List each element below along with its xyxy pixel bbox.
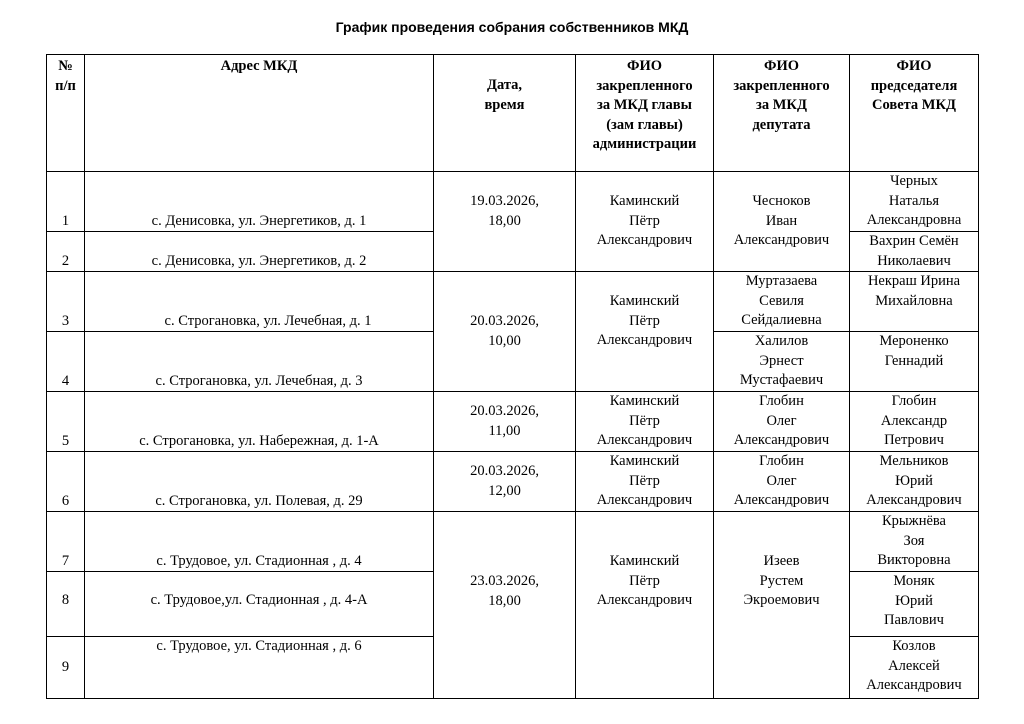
datetime-cell: 20.03.2026, 11,00 <box>434 392 576 452</box>
deputy-cell: Глобин Олег Александрович <box>714 392 850 452</box>
row-address: с. Денисовка, ул. Энергетиков, д. 2 <box>85 232 434 272</box>
header-row <box>47 55 979 172</box>
table-row <box>47 392 979 452</box>
admin-cell: Каминский Пётр Александрович <box>576 512 714 699</box>
chairman-cell: Вахрин Семён Николаевич <box>850 232 979 272</box>
row-num: 3 <box>47 272 85 332</box>
header-deputy: ФИО закрепленного за МКД депутата <box>714 55 850 172</box>
chairman-cell: Мельников Юрий Александрович <box>850 452 979 512</box>
admin-cell: Каминский Пётр Александрович <box>576 452 714 512</box>
header-chairman: ФИО председателя Совета МКД <box>850 55 979 172</box>
row-num: 6 <box>47 452 85 512</box>
chairman-cell: Крыжнёва Зоя Викторовна <box>850 512 979 572</box>
chairman-cell: Некраш Ирина Михайловна <box>850 272 979 332</box>
row-num: 5 <box>47 392 85 452</box>
table-row <box>47 172 979 232</box>
table-row <box>47 272 979 332</box>
deputy-cell: Изеев Рустем Экроемович <box>714 512 850 699</box>
datetime-cell: 20.03.2026, 10,00 <box>434 272 576 392</box>
table-row <box>47 452 979 512</box>
row-num: 9 <box>47 637 85 699</box>
admin-cell: Каминский Пётр Александрович <box>576 272 714 392</box>
header-num: № п/п <box>47 55 85 172</box>
deputy-cell: Халилов Эрнест Мустафаевич <box>714 332 850 392</box>
chairman-cell: Глобин Александр Петрович <box>850 392 979 452</box>
schedule-table <box>46 54 979 699</box>
header-datetime: Дата, время <box>434 55 576 172</box>
row-address: с. Строгановка, ул. Лечебная, д. 1 <box>85 272 434 332</box>
chairman-cell: Мероненко Геннадий <box>850 332 979 392</box>
row-num: 7 <box>47 512 85 572</box>
document-title: График проведения собрания собственников МКД <box>335 19 689 35</box>
deputy-cell: Муртазаева Севиля Сейдалиевна <box>714 272 850 332</box>
row-address: с. Денисовка, ул. Энергетиков, д. 1 <box>85 172 434 232</box>
deputy-cell: Чесноков Иван Александрович <box>714 172 850 272</box>
datetime-cell: 20.03.2026, 12,00 <box>434 452 576 512</box>
row-address: с. Трудовое, ул. Стадионная , д. 4 <box>85 512 434 572</box>
admin-cell: Каминский Пётр Александрович <box>576 392 714 452</box>
row-address: с. Трудовое,ул. Стадионная , д. 4-А <box>85 572 434 637</box>
header-admin: ФИО закрепленного за МКД главы (зам главы) администрации <box>576 55 714 172</box>
row-address: с. Трудовое, ул. Стадионная , д. 6 <box>85 637 434 699</box>
row-address: с. Строгановка, ул. Полевая, д. 29 <box>85 452 434 512</box>
table-row <box>47 512 979 572</box>
chairman-cell: Моняк Юрий Павлович <box>850 572 979 637</box>
deputy-cell: Глобин Олег Александрович <box>714 452 850 512</box>
row-num: 2 <box>47 232 85 272</box>
row-address: с. Строгановка, ул. Лечебная, д. 3 <box>85 332 434 392</box>
header-address: Адрес МКД <box>85 55 434 172</box>
admin-cell: Каминский Пётр Александрович <box>576 172 714 272</box>
chairman-cell: Черных Наталья Александровна <box>850 172 979 232</box>
row-num: 1 <box>47 172 85 232</box>
datetime-cell: 19.03.2026, 18,00 <box>434 172 576 272</box>
row-address: с. Строгановка, ул. Набережная, д. 1-А <box>85 392 434 452</box>
datetime-cell: 23.03.2026, 18,00 <box>434 512 576 699</box>
row-num: 4 <box>47 332 85 392</box>
row-num: 8 <box>47 572 85 637</box>
chairman-cell: Козлов Алексей Александрович <box>850 637 979 699</box>
